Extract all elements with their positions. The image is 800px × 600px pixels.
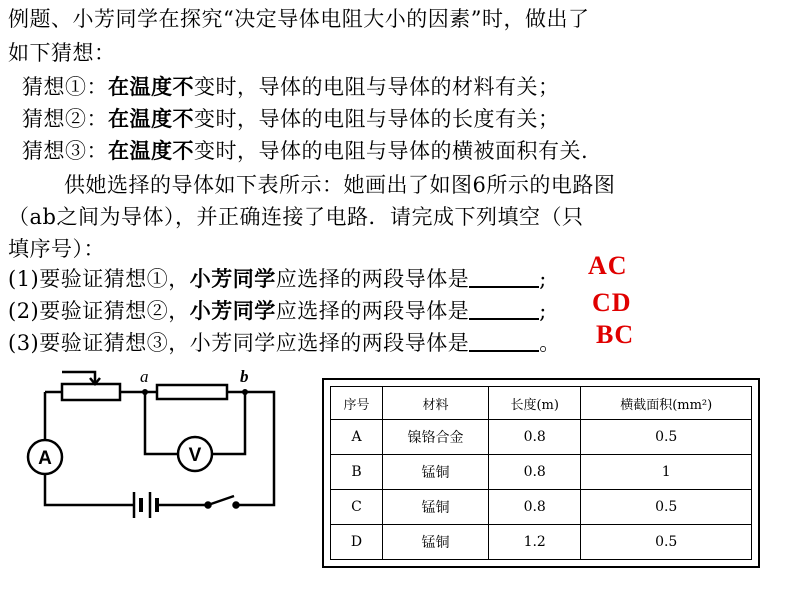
guess-1 — [22, 72, 560, 102]
cell-index: B — [331, 455, 383, 490]
wire-voltmeter-left — [145, 392, 178, 454]
guess-1-prefix: 猜想①： — [22, 75, 108, 99]
cell-area: 0.5 — [581, 420, 752, 455]
ammeter-label: A — [38, 448, 52, 469]
cell-material: 锰铜 — [383, 455, 489, 490]
table-row — [331, 420, 752, 455]
cell-index: C — [331, 490, 383, 525]
cell-length: 0.8 — [488, 455, 580, 490]
cell-material: 镍铬合金 — [383, 420, 489, 455]
cell-length: 0.8 — [488, 420, 580, 455]
question-1 — [8, 264, 547, 294]
circuit-diagram — [0, 362, 300, 562]
question-2-rest: 应选择的两段导体是 — [275, 299, 470, 323]
cell-length: 0.8 — [488, 490, 580, 525]
question-3 — [8, 328, 561, 358]
table-row — [331, 490, 752, 525]
guess-3-rest: 变时，导体的电阻与导体的横被面积有关. — [194, 139, 589, 163]
cell-area: 1 — [581, 455, 752, 490]
conductor-table — [330, 386, 752, 560]
problem-line-1: 例题、小芳同学在探究“决定导体电阻大小的因素”时，做出了 — [8, 7, 590, 31]
conductor-ab — [157, 385, 227, 399]
label-b: b — [240, 367, 249, 386]
header-material: 材料 — [383, 387, 489, 420]
cell-material: 锰铜 — [383, 490, 489, 525]
cell-index: D — [331, 525, 383, 560]
answer-1: AC — [588, 251, 628, 280]
problem-line-2: 如下猜想： — [8, 41, 116, 65]
question-1-end: ; — [539, 267, 547, 291]
problem-line-8: 填序号）： — [8, 237, 105, 261]
question-1-bold: 小芳同学 — [189, 267, 276, 291]
question-2-bold: 小芳同学 — [189, 299, 276, 323]
guess-2-rest: 变时，导体的电阻与导体的长度有关； — [194, 107, 560, 131]
question-1-prefix: (1)要验证猜想①， — [8, 267, 190, 291]
guess-1-bold: 在温度不 — [108, 75, 194, 99]
guess-2-prefix: 猜想②： — [22, 107, 108, 131]
guess-2 — [22, 104, 560, 134]
question-2 — [8, 296, 547, 326]
cell-index: A — [331, 420, 383, 455]
answer-blank-3[interactable] — [469, 328, 539, 352]
answer-blank-2[interactable] — [469, 296, 539, 320]
guess-1-rest: 变时，导体的电阻与导体的材料有关； — [194, 75, 560, 99]
guess-3 — [22, 136, 588, 166]
question-3-end: 。 — [539, 331, 561, 355]
cell-area: 0.5 — [581, 490, 752, 525]
question-3-prefix: (3)要验证猜想③， — [8, 331, 190, 355]
header-area: 横截面积(mm²) — [581, 387, 752, 420]
question-3-rest: 小芳同学应选择的两段导体是 — [189, 331, 470, 355]
header-index: 序号 — [331, 387, 383, 420]
question-1-rest: 应选择的两段导体是 — [275, 267, 470, 291]
table-row — [331, 525, 752, 560]
switch-contact — [234, 503, 239, 508]
wire-left-bottom — [45, 474, 128, 505]
guess-2-bold: 在温度不 — [108, 107, 194, 131]
cell-material: 锰铜 — [383, 525, 489, 560]
answer-blank-1[interactable] — [469, 264, 539, 288]
guess-3-prefix: 猜想③： — [22, 139, 108, 163]
rheostat-body — [62, 384, 120, 400]
conductor-table-frame — [322, 378, 760, 568]
switch-blade — [208, 496, 234, 505]
wire-right — [236, 392, 274, 505]
answer-3: BC — [596, 320, 635, 349]
problem-line-6: 供她选择的导体如下表所示：她画出了如图6所示的电路图 — [64, 173, 616, 197]
guess-3-bold: 在温度不 — [108, 139, 194, 163]
cell-length: 1.2 — [488, 525, 580, 560]
header-length: 长度(m) — [488, 387, 580, 420]
voltmeter-label: V — [188, 445, 202, 466]
wire-voltmeter-right — [212, 392, 245, 454]
junction-b — [242, 389, 248, 395]
cell-area: 0.5 — [581, 525, 752, 560]
table-header-row — [331, 387, 752, 420]
question-2-end: ; — [539, 299, 547, 323]
junction-a — [142, 389, 148, 395]
label-a: a — [140, 367, 149, 386]
table-row — [331, 455, 752, 490]
question-2-prefix: (2)要验证猜想②， — [8, 299, 190, 323]
problem-line-7: （ab之间为导体），并正确连接了电路．请完成下列填空（只 — [8, 205, 584, 229]
rheostat-slider-arm — [62, 372, 95, 382]
answer-2: CD — [592, 288, 632, 317]
